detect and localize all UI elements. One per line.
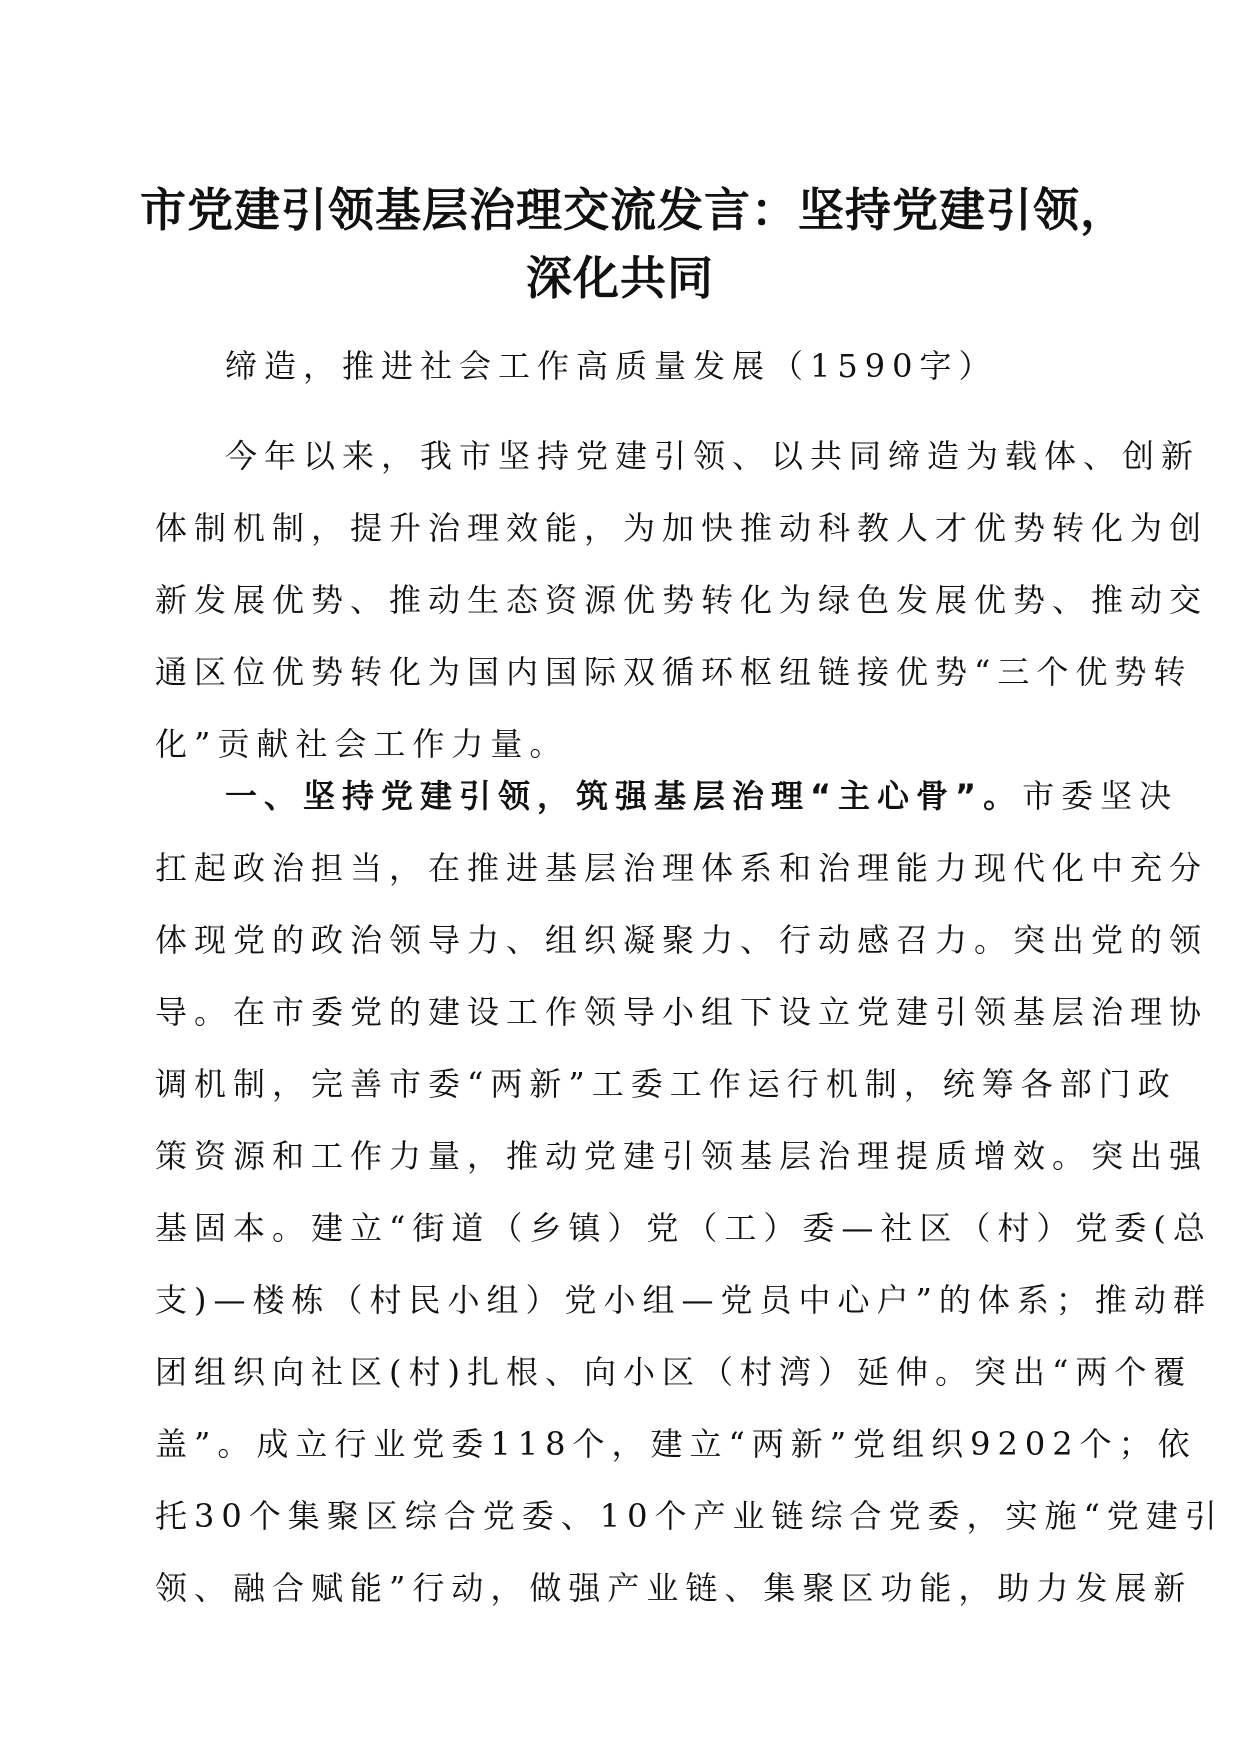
paragraph-line: 通区位优势转化为国内国际双循环枢纽链接优势“三个优势转	[155, 653, 1193, 691]
paragraph-first-line	[155, 760, 1179, 832]
paragraph-line: 调机制，完善市委“两新”工委工作运行机制，统筹各部门政	[155, 1065, 1177, 1103]
subtitle-paragraph	[155, 330, 1085, 402]
paragraph-text: 市委坚决	[1022, 777, 1179, 815]
paragraph-line: 今年以来，我市坚持党建引领、以共同缔造为载体、创新	[225, 437, 1201, 475]
document-title	[140, 176, 1127, 312]
paragraph-line: 新发展优势、推动生态资源优势转化为绿色发展优势、推动交	[155, 581, 1209, 619]
paragraph-line: 支)—楼栋（村民小组）党小组—党员中心户”的体系；推动群	[155, 1281, 1212, 1319]
section-heading: 一、坚持党建引领，筑强基层治理“主心骨”。	[225, 777, 1023, 815]
title-line-1: 市党建引领基层治理交流发言：坚持党建引领，	[140, 183, 1127, 237]
intro-paragraph	[155, 420, 1209, 780]
paragraph-line: 基固本。建立“街道（乡镇）党（工）委—社区（村）党委(总	[155, 1209, 1212, 1247]
paragraph-line: 导。在市委党的建设工作领导小组下设立党建引领基层治理协	[155, 993, 1209, 1031]
paragraph-line: 体制机制，提升治理效能，为加快推动科教人才优势转化为创	[155, 509, 1209, 547]
paragraph-line: 团组织向社区(村)扎根、向小区（村湾）延伸。突出“两个覆	[155, 1353, 1193, 1391]
paragraph-line: 策资源和工作力量，推动党建引领基层治理提质增效。突出强	[155, 1137, 1209, 1175]
paragraph-line: 领、融合赋能”行动，做强产业链、集聚区功能，助力发展新	[155, 1569, 1193, 1607]
subtitle-line: 缔造，推进社会工作高质量发展（1590字）	[225, 347, 998, 385]
paragraph-line: 盖”。成立行业党委118个，建立“两新”党组织9202个；依	[155, 1425, 1197, 1463]
section-one-paragraph	[155, 760, 1224, 1624]
paragraph-line: 托30个集聚区综合党委、10个产业链综合党委，实施“党建引	[155, 1497, 1224, 1535]
paragraph-line: 体现党的政治领导力、组织凝聚力、行动感召力。突出党的领	[155, 921, 1209, 959]
title-line-2: 深化共同	[526, 251, 714, 305]
paragraph-line: 化”贡献社会工作力量。	[155, 725, 569, 763]
paragraph-line: 扛起政治担当，在推进基层治理体系和治理能力现代化中充分	[155, 849, 1209, 887]
